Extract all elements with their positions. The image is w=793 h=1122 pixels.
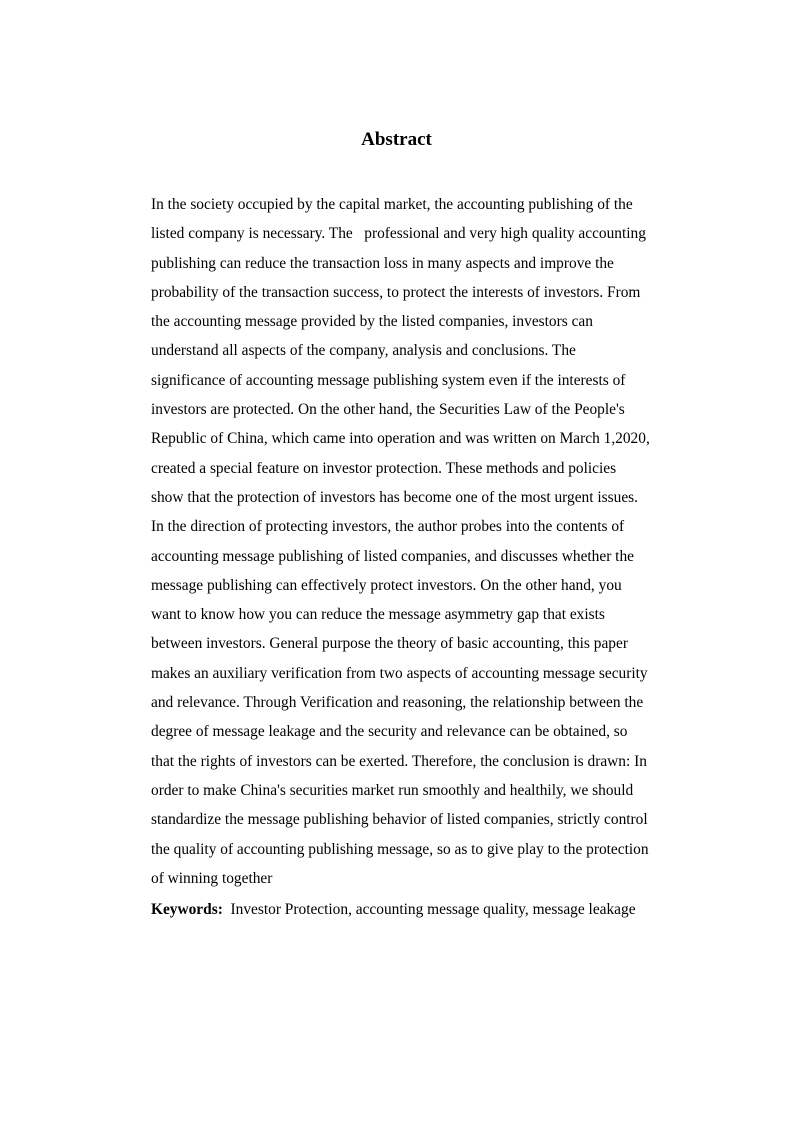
abstract-line: standardize the message publishing behavior of listed companies, strictly control — [151, 811, 648, 829]
abstract-line: probability of the transaction success, to protect the interests of investors. From — [151, 283, 641, 301]
keywords-label: Keywords: — [151, 901, 223, 918]
abstract-line: that the rights of investors can be exerted. Therefore, the conclusion is drawn: In — [151, 752, 647, 770]
abstract-line: of winning together — [151, 869, 273, 887]
abstract-line: listed company is necessary. The professional and very high quality accounting — [151, 225, 646, 243]
abstract-line: want to know how you can reduce the message asymmetry gap that exists — [151, 606, 605, 624]
abstract-line: investors are protected. On the other hand, the Securities Law of the People's — [151, 401, 625, 419]
keywords-line — [151, 895, 636, 924]
abstract-line: makes an auxiliary verification from two aspects of accounting message security — [151, 664, 648, 682]
abstract-line: order to make China's securities market run smoothly and healthily, we should — [151, 781, 634, 799]
abstract-line: show that the protection of investors has become one of the most urgent issues. — [151, 488, 638, 506]
abstract-line: between investors. General purpose the theory of basic accounting, this paper — [151, 635, 628, 653]
abstract-line: Republic of China, which came into operation and was written on March 1,2020, — [151, 430, 650, 448]
abstract-body — [151, 190, 691, 893]
abstract-line: significance of accounting message publishing system even if the interests of — [151, 371, 626, 389]
abstract-line: accounting message publishing of listed companies, and discusses whether the — [151, 547, 634, 565]
abstract-line: publishing can reduce the transaction loss in many aspects and improve the — [151, 254, 614, 272]
abstract-line: the quality of accounting publishing message, so as to give play to the protection — [151, 840, 649, 858]
abstract-line: the accounting message provided by the listed companies, investors can — [151, 313, 593, 331]
abstract-line: In the society occupied by the capital market, the accounting publishing of the — [151, 196, 633, 213]
abstract-line: degree of message leakage and the security and relevance can be obtained, so — [151, 723, 628, 741]
abstract-title: Abstract — [361, 129, 432, 150]
abstract-line: and relevance. Through Verification and reasoning, the relationship between the — [151, 694, 644, 712]
abstract-line: created a special feature on investor protection. These methods and policies — [151, 459, 617, 477]
abstract-line: understand all aspects of the company, analysis and conclusions. The — [151, 342, 576, 360]
keywords-text: Investor Protection, accounting message quality, message leakage — [230, 901, 636, 918]
abstract-line: message publishing can effectively protect investors. On the other hand, you — [151, 576, 622, 594]
abstract-line: In the direction of protecting investors, the author probes into the contents of — [151, 518, 625, 536]
